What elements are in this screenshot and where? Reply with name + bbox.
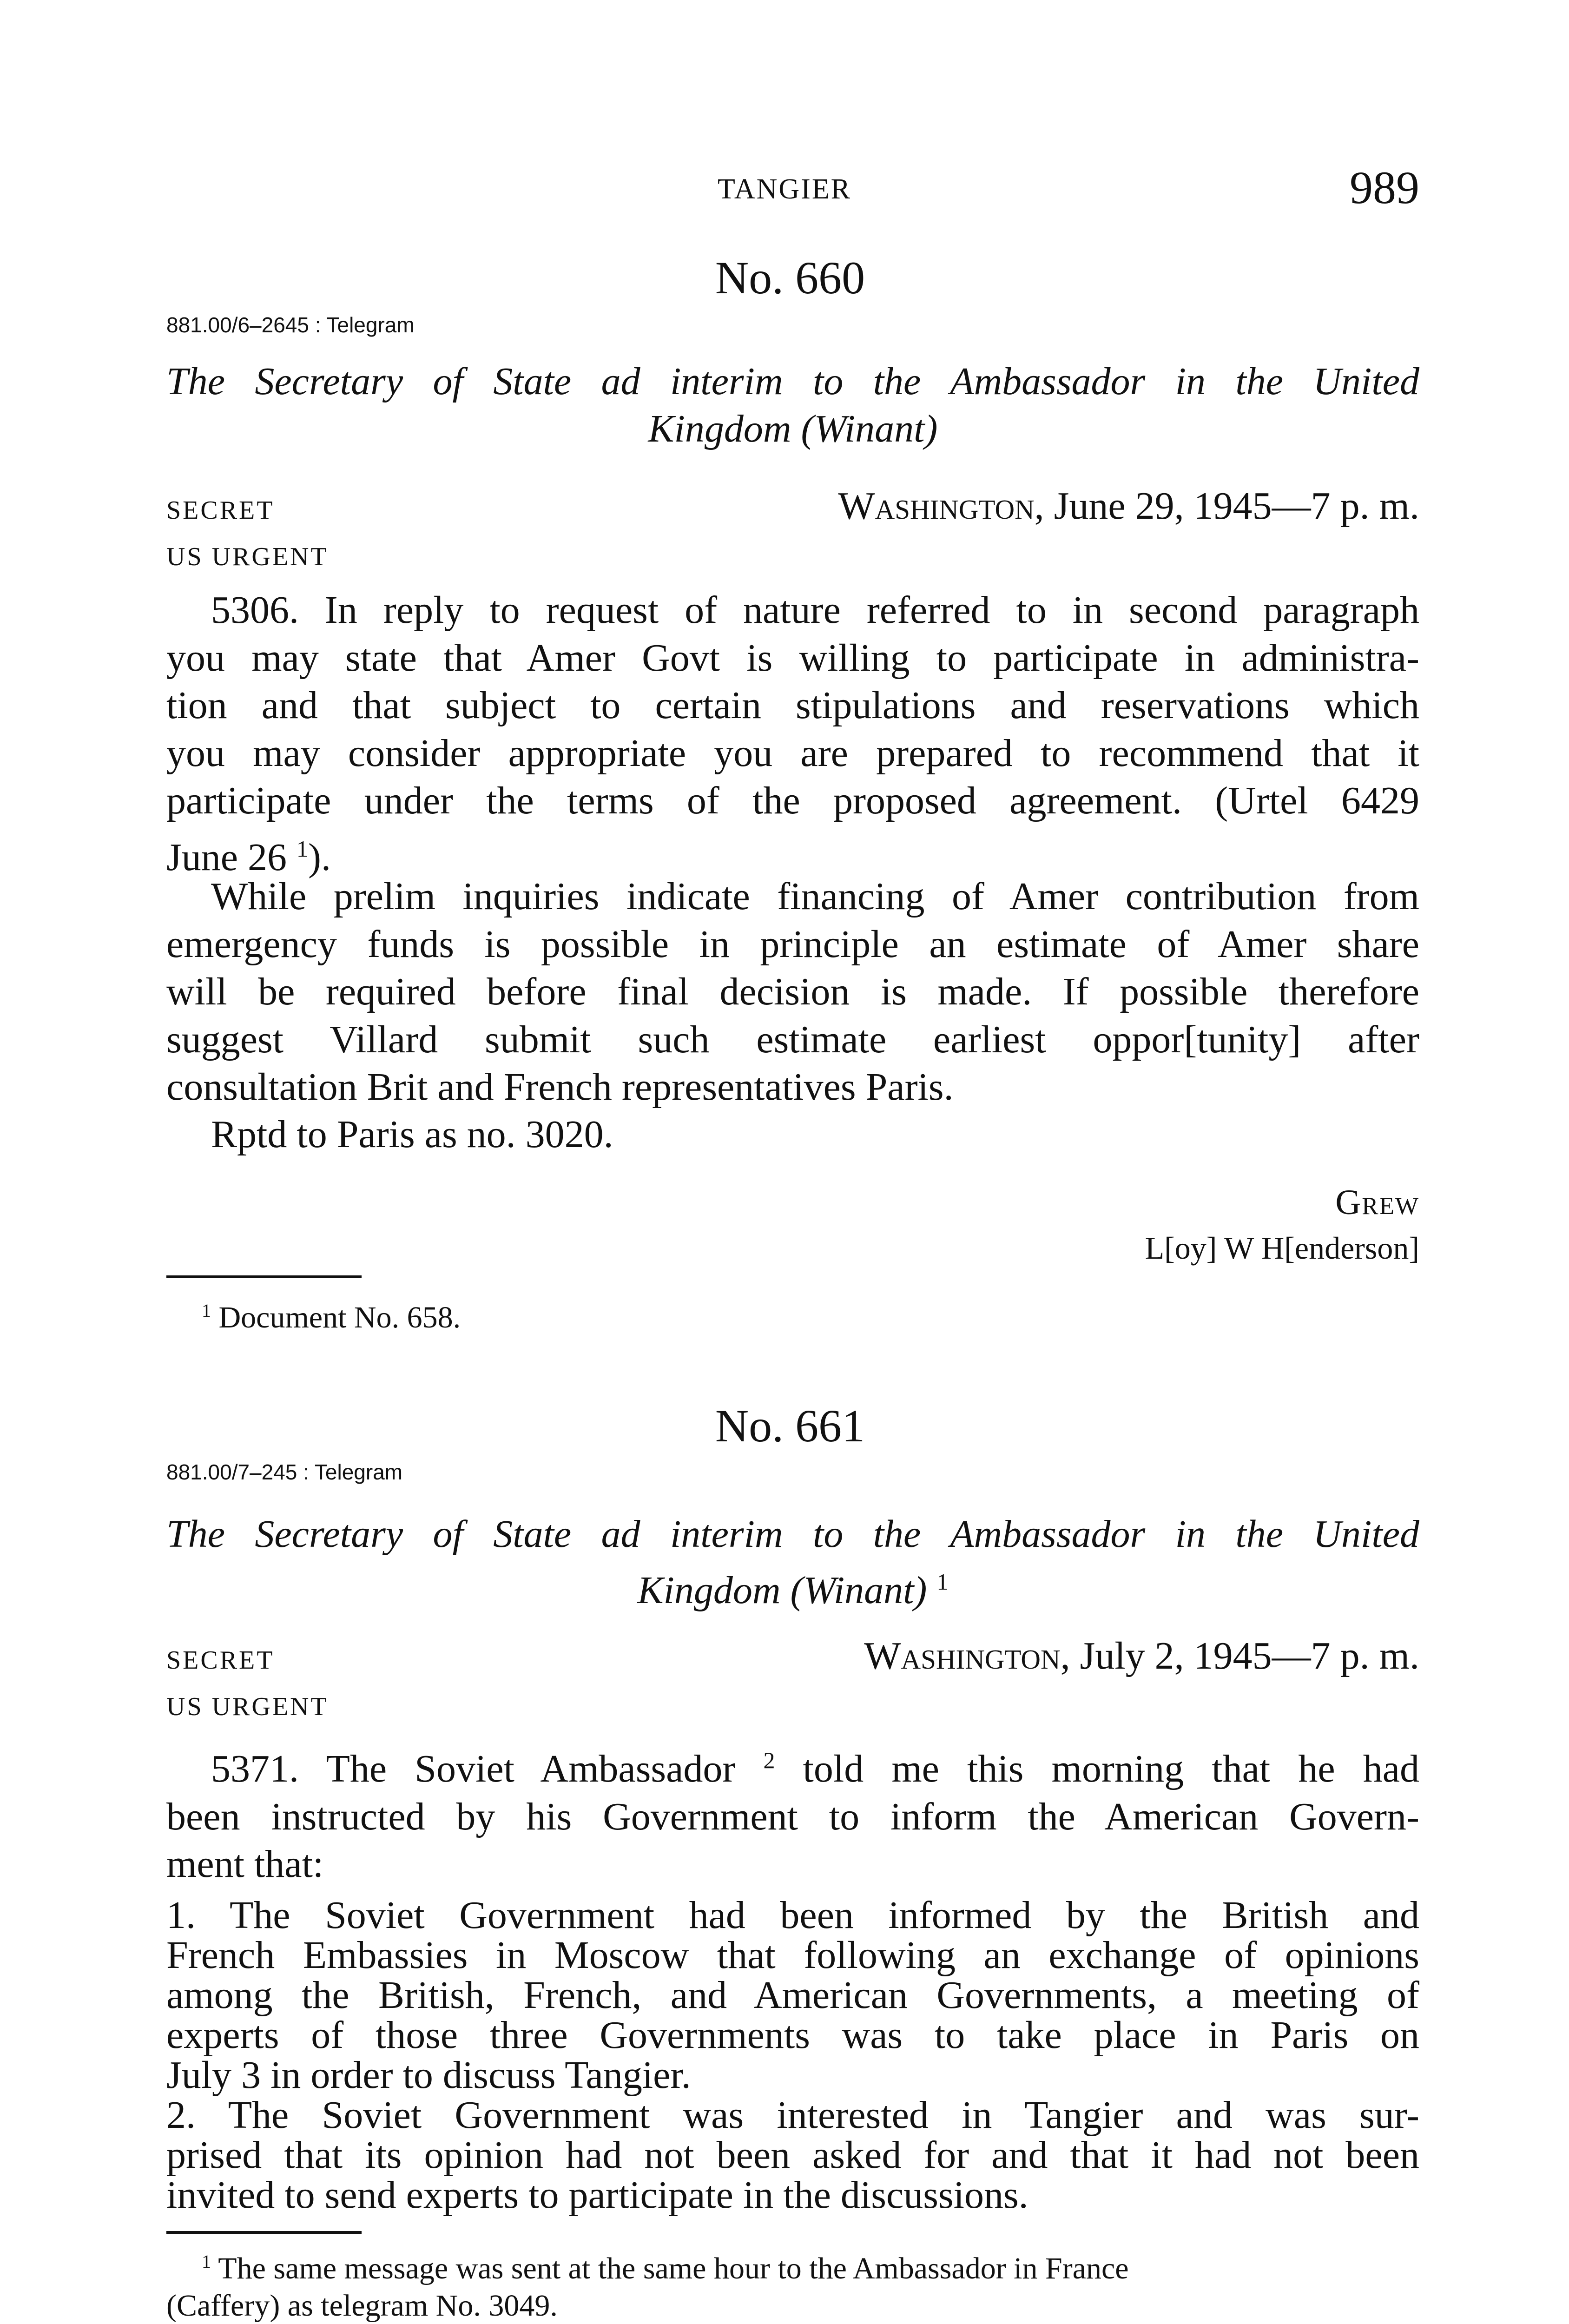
text-fragment: told me this morning that he had <box>775 1747 1419 1790</box>
text-line: among the British, French, and American Governments, a meeting of <box>166 1974 1419 2017</box>
text-line: emergency funds is possible in principle an estimate of Amer share <box>166 922 1419 966</box>
footnote-rule <box>166 1275 362 1278</box>
signature-660: Grew <box>1335 1183 1419 1222</box>
text-line: 2. The Soviet Government was interested in Tangier and was sur- <box>166 2093 1419 2137</box>
classification-secret: SECRET <box>166 496 275 525</box>
telegram-paragraph-3 <box>166 1111 1419 1159</box>
text-line <box>166 1736 1419 1793</box>
text-line: you may consider appropriate you are prepared to recommend that it <box>166 731 1419 775</box>
text-line: French Embassies in Moscow that following an exchange of opinions <box>166 1934 1419 1977</box>
footnote-rule <box>166 2231 362 2234</box>
text-line: consultation Brit and French representatives Paris. <box>166 1065 954 1109</box>
page-number: 989 <box>1350 162 1419 213</box>
heading-line-2: Kingdom (Winant) <box>648 407 938 450</box>
file-reference-661: 881.00/7–245 : Telegram <box>166 1460 403 1484</box>
footnote-mark: 1 <box>202 2251 211 2272</box>
footnote-mark: 1 <box>202 1300 211 1321</box>
file-reference-660: 881.00/6–2645 : Telegram <box>166 313 415 337</box>
footnote-661-1 <box>166 2243 1419 2324</box>
text-line: been instructed by his Government to inform the American Govern- <box>166 1795 1419 1838</box>
running-head: TANGIER <box>717 173 852 205</box>
dateline-date: July 2, 1945—7 p. m. <box>1070 1634 1419 1677</box>
text-line: July 3 in order to discuss Tangier. <box>166 2053 691 2097</box>
text-line: participate under the terms of the proposed agreement. (Urtel 6429 <box>166 779 1419 822</box>
text-line: While prelim inquiries indicate financing of Amer contribution from <box>211 875 1419 918</box>
heading-line-1: The Secretary of State ad interim to the Ambassador in the United <box>166 1512 1419 1556</box>
dateline-place: Washington, <box>838 484 1044 528</box>
initials-660: L[oy] W H[enderson] <box>1145 1230 1419 1266</box>
text-line: invited to send experts to participate in the discussions. <box>166 2173 1028 2217</box>
footnote-line <box>166 2251 1129 2285</box>
document-heading-660 <box>166 358 1419 453</box>
document-number-661: No. 661 <box>715 1400 865 1452</box>
footnote-660-1 <box>166 1292 1419 1336</box>
classification-urgent: US URGENT <box>166 1692 329 1721</box>
footnote-text: The same message was sent at the same hour to the Ambassador in France <box>211 2251 1129 2285</box>
text-line: tion and that subject to certain stipulations and reservations which <box>166 684 1419 727</box>
classification-secret: SECRET <box>166 1646 275 1675</box>
text-line: 1. The Soviet Government had been informed by the British and <box>166 1894 1419 1937</box>
text-line: prised that its opinion had not been asked for and that it had not been <box>166 2133 1419 2177</box>
text-fragment: 5371. The Soviet Ambassador <box>211 1747 736 1790</box>
text-line: experts of those three Governments was to take place in Paris on <box>166 2014 1419 2057</box>
footnote-text: Document No. 658. <box>211 1301 461 1334</box>
text-line: suggest Villard submit such estimate earliest oppor[tunity] after <box>166 1017 1419 1061</box>
text-line: will be required before final decision is made. If possible therefore <box>166 970 1419 1013</box>
dateline-660 <box>838 483 1419 528</box>
classification-urgent: US URGENT <box>166 542 329 571</box>
footnote-reference: 1 <box>296 835 308 862</box>
heading-line-2 <box>166 1558 1419 1614</box>
text-fragment: ). <box>308 835 331 879</box>
dateline-date: June 29, 1945—7 p. m. <box>1044 484 1419 528</box>
footnote-reference: 1 <box>936 1569 949 1595</box>
telegram-paragraph-1 <box>166 587 1419 881</box>
heading-text: Kingdom (Winant) <box>637 1569 927 1612</box>
numbered-item-2 <box>166 2095 1419 2215</box>
dateline-place: Washington, <box>864 1634 1070 1677</box>
document-heading-661 <box>166 1511 1419 1614</box>
footnote-reference: 2 <box>763 1747 775 1773</box>
text-line: 5306. In reply to request of nature referred to in second paragraph <box>211 588 1419 632</box>
dateline-661 <box>864 1633 1419 1678</box>
telegram-paragraph-2 <box>166 873 1419 1111</box>
footnote-line <box>166 1301 461 1334</box>
text-line: ment that: <box>166 1842 324 1886</box>
footnote-line: (Caffery) as telegram No. 3049. <box>166 2289 558 2323</box>
numbered-item-1 <box>166 1895 1419 2095</box>
heading-line-1: The Secretary of State ad interim to the Ambassador in the United <box>166 360 1419 403</box>
telegram-paragraph-1 <box>166 1736 1419 1888</box>
document-number-660: No. 660 <box>715 252 865 304</box>
text-line: Rptd to Paris as no. 3020. <box>211 1113 613 1156</box>
text-line: you may state that Amer Govt is willing to participate in administra- <box>166 636 1419 680</box>
text-fragment: June 26 <box>166 835 287 879</box>
